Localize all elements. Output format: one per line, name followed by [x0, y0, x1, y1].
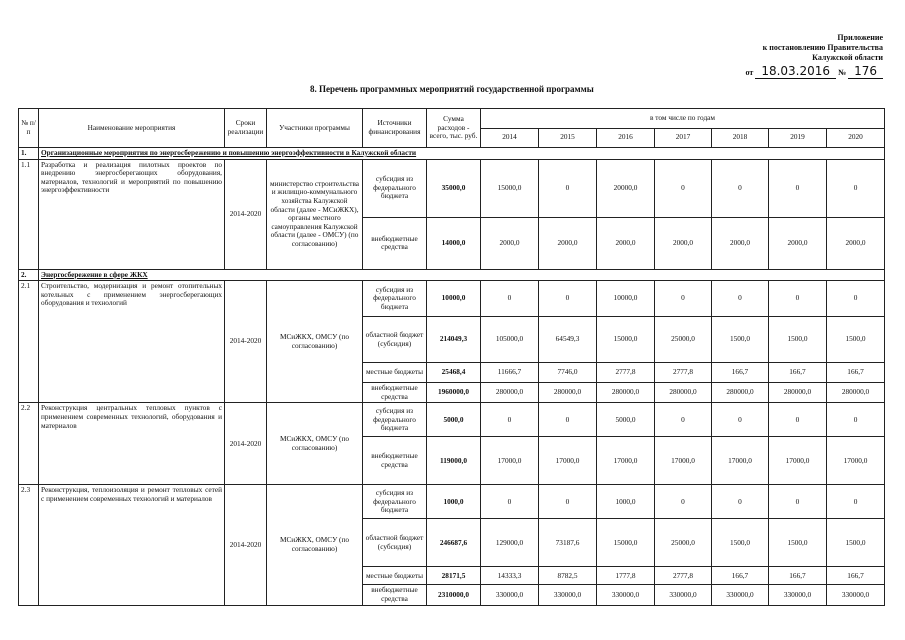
item-number: 2.1 [19, 281, 39, 403]
year-amount: 105000,0 [481, 317, 539, 363]
year-amount: 2777,8 [597, 363, 655, 383]
year-amount: 0 [539, 281, 597, 317]
year-amount: 0 [769, 281, 827, 317]
year-amount: 0 [769, 485, 827, 519]
year-amount: 0 [827, 159, 885, 217]
year-amount: 280000,0 [827, 383, 885, 403]
funding-source: субсидия из федерального бюджета [363, 159, 427, 217]
item-period: 2014-2020 [225, 403, 267, 485]
year-amount: 1500,0 [827, 519, 885, 567]
year-amount: 1500,0 [769, 519, 827, 567]
year-amount: 1500,0 [712, 317, 769, 363]
item-name: Реконструкция, теплоизоляция и ремонт тепловых сетей с применением современных технологий и материалов [39, 485, 225, 605]
year-amount: 330000,0 [655, 585, 712, 605]
year-amount: 5000,0 [597, 403, 655, 437]
col-participants-header: Участники программы [267, 109, 363, 148]
col-total-header: Сумма расходов - всего, тыс. руб. [427, 109, 481, 148]
item-period: 2014-2020 [225, 485, 267, 605]
document-title: 8. Перечень программных мероприятий государственной программы [310, 84, 594, 94]
item-participants: МСиЖКХ, ОМСУ (по согласованию) [267, 485, 363, 605]
year-amount: 2777,8 [655, 567, 712, 585]
funding-source: внебюджетные средства [363, 437, 427, 485]
year-amount: 280000,0 [481, 383, 539, 403]
item-number: 2.2 [19, 403, 39, 485]
col-name-header: Наименование мероприятия [39, 109, 225, 148]
decree-label: к постановлению Правительства [762, 43, 883, 52]
year-amount: 0 [712, 485, 769, 519]
col-years-header: в том числе по годам [481, 109, 885, 129]
item-participants: МСиЖКХ, ОМСУ (по согласованию) [267, 403, 363, 485]
funding-total: 1960000,0 [427, 383, 481, 403]
year-amount: 280000,0 [539, 383, 597, 403]
funding-source: субсидия из федерального бюджета [363, 485, 427, 519]
year-amount: 280000,0 [597, 383, 655, 403]
decree-date: 18.03.2016 [755, 64, 836, 79]
number-prefix: № [838, 68, 847, 77]
item-name: Реконструкция центральных тепловых пунктов с применением современных технологий, оборудования и материалов [39, 403, 225, 485]
funding-total: 1000,0 [427, 485, 481, 519]
year-amount: 17000,0 [539, 437, 597, 485]
year-amount: 1777,8 [597, 567, 655, 585]
year-amount: 166,7 [769, 363, 827, 383]
date-prefix: от [745, 68, 754, 77]
year-amount: 2000,0 [769, 217, 827, 269]
year-amount: 330000,0 [539, 585, 597, 605]
table-row [19, 281, 885, 317]
year-header: 2016 [597, 128, 655, 148]
year-amount: 0 [712, 281, 769, 317]
funding-source: областной бюджет (субсидия) [363, 317, 427, 363]
funding-total: 5000,0 [427, 403, 481, 437]
year-amount: 17000,0 [712, 437, 769, 485]
year-amount: 280000,0 [769, 383, 827, 403]
year-amount: 0 [539, 403, 597, 437]
funding-total: 2310000,0 [427, 585, 481, 605]
year-amount: 2000,0 [827, 217, 885, 269]
year-amount: 280000,0 [655, 383, 712, 403]
year-amount: 166,7 [712, 567, 769, 585]
year-amount: 0 [655, 159, 712, 217]
year-amount: 0 [769, 159, 827, 217]
section-row [19, 148, 885, 160]
col-sources-header: Источники финансирования [363, 109, 427, 148]
year-amount: 166,7 [769, 567, 827, 585]
year-amount: 166,7 [827, 567, 885, 585]
year-header: 2014 [481, 128, 539, 148]
funding-source: местные бюджеты [363, 567, 427, 585]
program-table [18, 108, 885, 606]
year-amount: 0 [539, 485, 597, 519]
year-amount: 280000,0 [712, 383, 769, 403]
year-amount: 8782,5 [539, 567, 597, 585]
section-title: Энергосбережение в сфере ЖКХ [39, 269, 885, 281]
decree-date-line [683, 66, 883, 78]
table-row [19, 485, 885, 519]
year-amount: 330000,0 [769, 585, 827, 605]
year-amount: 64549,3 [539, 317, 597, 363]
item-participants: министерство строительства и жилищно-коммунального хозяйства Калужской области (далее - МСиЖКХ), органы местного самоуправления Калужской области (далее - ОМСУ) (по согласованию) [267, 159, 363, 269]
item-name: Строительство, модернизация и ремонт отопительных котельных с применением энергосберегающих оборудования и технологий [39, 281, 225, 403]
year-amount: 15000,0 [597, 519, 655, 567]
year-amount: 1000,0 [597, 485, 655, 519]
item-name: Разработка и реализация пилотных проектов по внедрению энергосберегающих оборудования, материалов, технологий и мероприятий по повышению энергоэффективности [39, 159, 225, 269]
year-amount: 0 [769, 403, 827, 437]
funding-total: 25468,4 [427, 363, 481, 383]
region-label: Калужской области [812, 53, 883, 62]
table-row [19, 403, 885, 437]
year-amount: 17000,0 [655, 437, 712, 485]
year-amount: 20000,0 [597, 159, 655, 217]
year-amount: 17000,0 [481, 437, 539, 485]
funding-total: 28171,5 [427, 567, 481, 585]
year-amount: 15000,0 [597, 317, 655, 363]
item-period: 2014-2020 [225, 159, 267, 269]
year-amount: 0 [827, 485, 885, 519]
year-amount: 0 [827, 281, 885, 317]
year-amount: 166,7 [712, 363, 769, 383]
col-period-header: Сроки реализации [225, 109, 267, 148]
year-amount: 330000,0 [712, 585, 769, 605]
year-amount: 0 [712, 159, 769, 217]
year-header: 2017 [655, 128, 712, 148]
year-amount: 2777,8 [655, 363, 712, 383]
funding-source: областной бюджет (субсидия) [363, 519, 427, 567]
year-amount: 17000,0 [597, 437, 655, 485]
year-amount: 0 [712, 403, 769, 437]
funding-source: субсидия из федерального бюджета [363, 403, 427, 437]
year-amount: 0 [481, 281, 539, 317]
year-amount: 2000,0 [655, 217, 712, 269]
item-number: 1.1 [19, 159, 39, 269]
section-number: 1. [19, 148, 39, 160]
year-amount: 1500,0 [827, 317, 885, 363]
funding-total: 246687,6 [427, 519, 481, 567]
year-header: 2018 [712, 128, 769, 148]
year-header: 2015 [539, 128, 597, 148]
year-amount: 2000,0 [539, 217, 597, 269]
section-row [19, 269, 885, 281]
year-amount: 7746,0 [539, 363, 597, 383]
funding-total: 119000,0 [427, 437, 481, 485]
year-amount: 0 [827, 403, 885, 437]
section-title: Организационные мероприятия по энергосбережению и повышению энергоэффективности в Калужской области [39, 148, 885, 160]
table-row [19, 159, 885, 217]
funding-total: 10000,0 [427, 281, 481, 317]
year-amount: 1500,0 [769, 317, 827, 363]
funding-total: 35000,0 [427, 159, 481, 217]
year-amount: 0 [481, 485, 539, 519]
year-amount: 73187,6 [539, 519, 597, 567]
year-amount: 11666,7 [481, 363, 539, 383]
item-number: 2.3 [19, 485, 39, 605]
funding-source: внебюджетные средства [363, 217, 427, 269]
year-amount: 17000,0 [827, 437, 885, 485]
section-number: 2. [19, 269, 39, 281]
item-participants: МСиЖКХ, ОМСУ (по согласованию) [267, 281, 363, 403]
year-amount: 0 [539, 159, 597, 217]
year-amount: 25000,0 [655, 317, 712, 363]
header-row [19, 109, 885, 129]
funding-source: местные бюджеты [363, 363, 427, 383]
funding-source: внебюджетные средства [363, 383, 427, 403]
funding-total: 214049,3 [427, 317, 481, 363]
year-amount: 0 [655, 281, 712, 317]
year-amount: 2000,0 [712, 217, 769, 269]
year-amount: 330000,0 [597, 585, 655, 605]
year-amount: 330000,0 [827, 585, 885, 605]
year-amount: 166,7 [827, 363, 885, 383]
funding-source: субсидия из федерального бюджета [363, 281, 427, 317]
year-amount: 0 [655, 485, 712, 519]
year-amount: 17000,0 [769, 437, 827, 485]
item-period: 2014-2020 [225, 281, 267, 403]
year-header: 2019 [769, 128, 827, 148]
appendix-header [683, 33, 883, 78]
year-amount: 10000,0 [597, 281, 655, 317]
year-amount: 0 [655, 403, 712, 437]
funding-source: внебюджетные средства [363, 585, 427, 605]
year-amount: 2000,0 [481, 217, 539, 269]
appendix-label: Приложение [837, 33, 883, 42]
decree-number: 176 [848, 64, 883, 79]
year-amount: 129000,0 [481, 519, 539, 567]
col-num-header: № п/п [19, 109, 39, 148]
funding-total: 14000,0 [427, 217, 481, 269]
year-amount: 14333,3 [481, 567, 539, 585]
year-amount: 0 [481, 403, 539, 437]
year-amount: 1500,0 [712, 519, 769, 567]
year-amount: 330000,0 [481, 585, 539, 605]
year-header: 2020 [827, 128, 885, 148]
year-amount: 25000,0 [655, 519, 712, 567]
year-amount: 2000,0 [597, 217, 655, 269]
year-amount: 15000,0 [481, 159, 539, 217]
